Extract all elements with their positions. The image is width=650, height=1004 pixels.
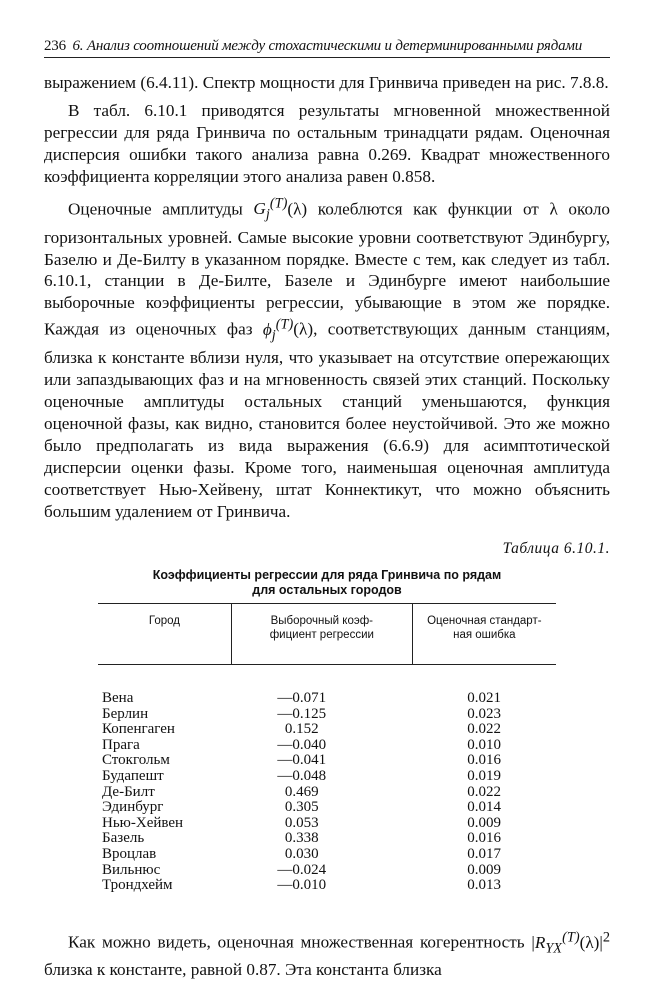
paragraph-4 [44, 926, 610, 981]
coherence-symbol: $|R_{YX}^{(T)}(\lambda)|^2$ [531, 929, 610, 957]
std-error-cell: 0.009 [467, 814, 501, 831]
city-cell: Де-Билт [102, 783, 155, 800]
running-header [44, 38, 610, 58]
column-header-coefficient: Выборочный коэф- фициент регрессии [231, 604, 412, 665]
city-cell: Вильнюс [102, 861, 161, 878]
city-cell: Вена [102, 690, 134, 706]
paragraph-3-text-b: колеблются как функции от λ около горизонтальных уровней. Самые высокие уровни соответствуют Эдинбургу, Базелю и Де-Билту в указанном порядке. Вместе с тем, как следует из табл. 6.10.1, станции в Де-Билте, Базеле и Эдинбурге имеют наибольшие выборочные коэффициенты регрессии, убывающие в этом же порядке. Каждая из оценочных фаз [44, 199, 611, 339]
phase-symbol: $\phi_j^{(T)}$ [262, 316, 294, 344]
table-row [98, 847, 556, 863]
coefficient-cell: —0.125 [277, 705, 327, 722]
city-cell: Эдинбург [102, 799, 164, 816]
amplitude-argument: (λ) [287, 199, 308, 219]
std-error-cell: 0.019 [467, 767, 501, 784]
std-error-cell: 0.016 [467, 830, 501, 847]
std-error-cell: 0.021 [467, 690, 501, 706]
running-title: 6. Анализ соотношений между стохастическими и детерминированными рядами [72, 38, 583, 54]
table-caption: Таблица 6.10.1. [502, 540, 610, 557]
phase-argument: (λ), [293, 319, 318, 339]
std-error-cell: 0.017 [467, 845, 501, 862]
regression-table-wrapper [98, 603, 556, 894]
paragraph-3 [44, 194, 610, 523]
table-row [98, 816, 556, 832]
city-cell: Прага [102, 736, 140, 753]
table-title-line-2: для остальных городов [252, 583, 402, 597]
column-header-std-error: Оценочная стандарт- ная ошибка [412, 604, 556, 665]
std-error-cell: 0.022 [467, 783, 501, 800]
city-cell: Будапешт [102, 767, 164, 784]
std-error-cell: 0.023 [467, 705, 501, 722]
std-error-cell: 0.010 [467, 736, 501, 753]
city-cell: Трондхейм [102, 877, 173, 894]
body-text [44, 72, 610, 523]
regression-table [98, 603, 556, 894]
paragraph-2: В табл. 6.10.1 приводятся результаты мгновенной множественной регрессии для ряда Гринвича по остальным тринадцати рядам. Оценочная дисперсия ошибки такого анализа равна 0.269. Квадрат множественного коэффициента корреляции этого анализа равен 0.858. [44, 100, 610, 186]
coefficient-cell: —0.071 [277, 690, 327, 706]
table-row [98, 665, 556, 707]
coefficient-cell: 0.053 [284, 814, 319, 831]
table-header-row [98, 604, 556, 665]
coefficient-cell: —0.040 [277, 736, 327, 753]
paragraph-3-text-c: соответствующих данным станциям, близка к константе вблизи нуля, что указывает на отсутствие опережающих или запаздывающих фаз и на мгновенность связей этих станций. Поскольку оценочные амплитуды остальных станций уменьшаются, функция оценочной фазы, как видно, становится более неустойчивой. Это же можно было предполагать из вида выражения (6.6.9) для асимптотической дисперсии оценки фазы. Кроме того, наименьшая оценочная амплитуда соответствует Нью-Хейвену, штат Коннектикут, что можно объяснить большим удалением от Гринвича. [44, 319, 610, 521]
coefficient-cell: —0.041 [277, 752, 327, 769]
coefficient-cell: —0.010 [277, 877, 327, 894]
city-cell: Базель [102, 830, 145, 847]
std-error-cell: 0.016 [467, 752, 501, 769]
std-error-cell: 0.009 [467, 861, 501, 878]
coefficient-cell: 0.030 [284, 845, 319, 862]
std-error-cell: 0.022 [467, 721, 501, 738]
std-error-cell: 0.013 [467, 877, 501, 894]
table-row [98, 863, 556, 879]
city-cell: Копенгаген [102, 721, 175, 738]
table-row [98, 785, 556, 801]
page-number: 236 [44, 38, 66, 54]
city-cell: Нью-Хейвен [102, 814, 184, 831]
column-header-city: Город [98, 604, 231, 665]
bottom-text [44, 926, 610, 981]
table-row [98, 769, 556, 785]
city-cell: Берлин [102, 705, 149, 722]
std-error-cell: 0.014 [467, 799, 501, 816]
paragraph-4-text-b: близка к константе, равной 0.87. Эта константа близка [44, 960, 442, 980]
table-row [98, 753, 556, 769]
coefficient-cell: —0.024 [277, 861, 327, 878]
city-cell: Стокгольм [102, 752, 170, 769]
paragraph-4-text-a: Как можно видеть, оценочная множественная когерентность [68, 932, 525, 952]
table-row [98, 722, 556, 738]
coefficient-cell: 0.338 [284, 830, 319, 847]
coefficient-cell: 0.152 [284, 721, 319, 738]
city-cell: Вроцлав [102, 845, 157, 862]
table-row [98, 878, 556, 894]
coefficient-cell: —0.048 [277, 767, 327, 784]
table-title [44, 568, 610, 598]
table-title-line-1: Коэффициенты регрессии для ряда Гринвича по рядам [152, 568, 502, 582]
paragraph-1: выражением (6.4.11). Спектр мощности для Гринвича приведен на рис. 7.8.8. [44, 73, 609, 92]
table-row [98, 800, 556, 816]
table-row [98, 831, 556, 847]
table-row [98, 738, 556, 754]
coefficient-cell: 0.305 [284, 799, 319, 816]
paragraph-3-text-a: Оценочные амплитуды [68, 199, 243, 219]
amplitude-symbol: $G_j^{(T)}$ [253, 195, 288, 223]
table-row [98, 707, 556, 723]
coefficient-cell: 0.469 [284, 783, 319, 800]
